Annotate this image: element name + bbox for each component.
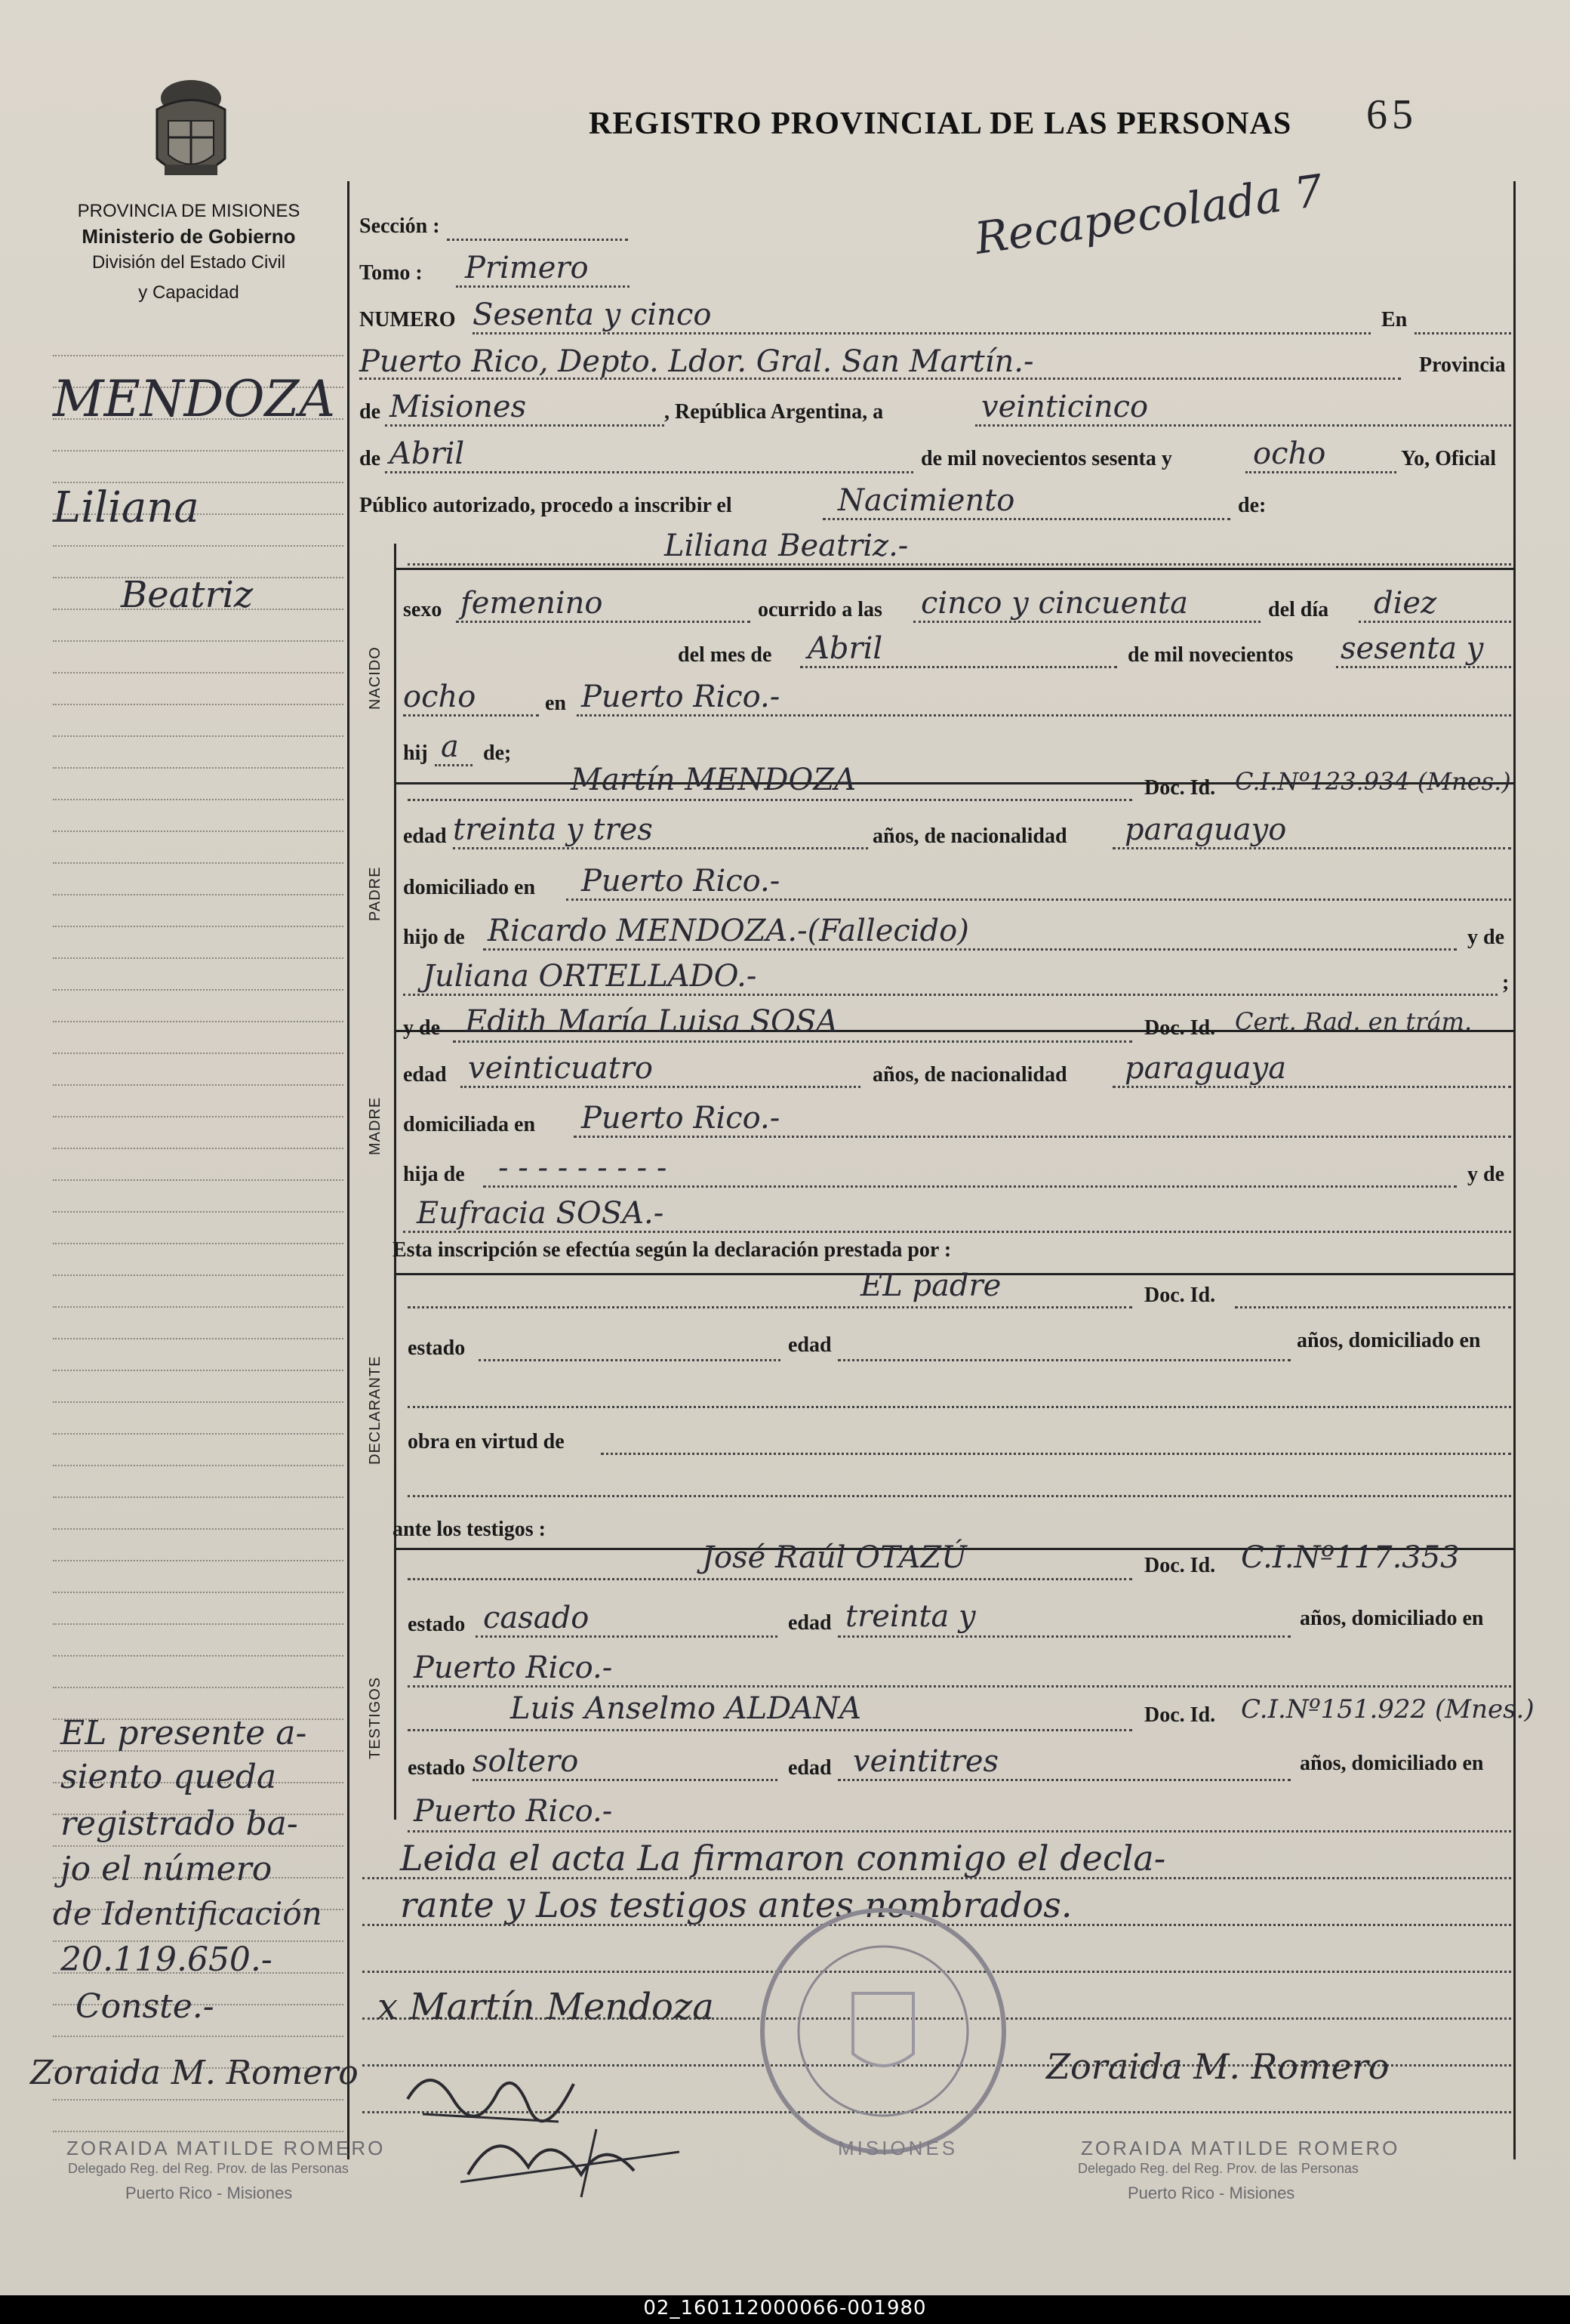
nacido-section-label: NACIDO [367,646,383,710]
ocurrido-label: ocurrido a las [758,598,882,621]
declarante-obra-label: obra en virtud de [408,1430,565,1453]
padre-yde-label: y de [1467,926,1504,949]
declarante-doc-label: Doc. Id. [1144,1284,1216,1307]
witness1-anios-label: años, domiciliado en [1300,1607,1484,1630]
witness1-estado-label: estado [408,1613,466,1636]
padre-doc-value: C.I.Nº123.934 (Mnes.) [1235,767,1511,796]
madre-yde-label: y de [403,1016,440,1040]
right-stamp-role: Delegado Reg. del Reg. Prov. de las Personas [1078,2161,1359,2176]
right-stamp-name: ZORAIDA MATILDE ROMERO [1081,2137,1400,2159]
margin-surname: MENDOZA [53,370,336,428]
margin-rule [347,181,349,2159]
de2-label: de: [1238,494,1267,517]
margin-note-line: EL presente a- [60,1714,307,1752]
margin-first-name: Liliana [53,483,199,532]
padre-dom-value: Puerto Rico.- [581,864,780,898]
sexo-value: femenino [460,586,603,621]
declarant-name: EL padre [860,1268,1002,1303]
day-value: veinticinco [981,390,1149,424]
year-value: ocho [1253,436,1326,471]
anio2-value: ocho [403,680,476,714]
witness1-edad-value: treinta y [845,1599,976,1634]
delmes-label: del mes de [678,643,772,667]
padre-edad-label: edad [403,824,447,848]
testigos-section-label: TESTIGOS [367,1676,383,1759]
madre-dom-value: Puerto Rico.- [581,1101,780,1136]
numero-label: NUMERO [359,308,456,331]
child-name: Liliana Beatriz.- [664,529,909,563]
office-division: División del Estado Civil [91,252,286,273]
witness-signature-2 [453,2107,694,2205]
republica-label: , República Argentina, a [664,400,884,424]
numero-value: Sesenta y cinco [473,297,712,332]
mes-value: Abril [808,631,883,666]
en-label: En [1381,308,1408,331]
witness1-doc-label: Doc. Id. [1144,1554,1216,1577]
madre-section-label: MADRE [367,1096,383,1155]
father-name: Martín MENDOZA [571,763,856,797]
office-ministry: Ministerio de Gobierno [82,225,296,248]
left-stamp-role: Delegado Reg. del Reg. Prov. de las Personas [68,2161,349,2176]
anio-value: sesenta y [1341,631,1484,666]
madre-yde2-label: y de [1467,1163,1504,1186]
madre-nac-label: años, de nacionalidad [873,1063,1067,1086]
page-number: 65 [1366,91,1418,138]
act-value: Nacimiento [838,483,1015,518]
tomo-label: Tomo : [359,261,423,285]
mil-label: de mil novecientos sesenta y [921,447,1172,470]
coat-of-arms-icon [142,76,240,189]
margin-note-line: jo el número [60,1850,272,1888]
nacido-top-rule [394,568,1513,570]
de-label-2: de [359,447,380,470]
padre-dom-label: domiciliado en [403,876,536,899]
deldia-label: del día [1268,598,1329,621]
witness1-edad-label: edad [788,1611,832,1635]
padre-section-label: PADRE [367,866,383,921]
office-province: PROVINCIA DE MISIONES [77,201,300,221]
closing-line-1: Leida el acta La firmaron conmigo el decla- [400,1838,1166,1879]
declarant-signature: x Martín Mendoza [377,1986,714,2028]
testigos-label: ante los testigos : [392,1518,546,1541]
witness1-estado-value: casado [483,1601,590,1635]
left-stamp-place: Puerto Rico - Misiones [125,2184,293,2202]
left-stamp-name: ZORAIDA MATILDE ROMERO [66,2137,386,2159]
right-stamp-place: Puerto Rico - Misiones [1128,2184,1295,2202]
milnov-label: de mil novecientos [1128,643,1294,667]
madre-edad-label: edad [403,1063,447,1086]
witness2-estado-label: estado [408,1756,466,1780]
declaracion-label: Esta inscripción se efectúa según la declaración prestada por : [392,1238,952,1262]
madre-nac-value: paraguaya [1125,1051,1287,1086]
dia-value: diez [1374,586,1437,621]
right-rule [1513,181,1516,2159]
section-rule [394,544,396,1820]
page-title: REGISTRO PROVINCIAL DE LAS PERSONAS [589,106,1292,141]
witness2-doc-label: Doc. Id. [1144,1703,1216,1727]
witness2-edad-value: veintitres [853,1744,999,1779]
witness1-doc-value: C.I.Nº117.353 [1241,1540,1460,1575]
mother-name: Edith María Luisa SOSA [465,1004,839,1039]
official-seal [755,1903,1011,2159]
hij-value: a [441,729,459,764]
padre-mother-value: Juliana ORTELLADO.- [423,959,757,994]
padre-edad-value: treinta y tres [453,812,653,847]
seccion-label: Sección : [359,214,440,238]
witness1-name: José Raúl OTAZÚ [702,1540,967,1575]
madre-doc-label: Doc. Id. [1144,1016,1216,1040]
witness2-doc-value: C.I.Nº151.922 (Mnes.) [1241,1694,1535,1725]
margin-note-line: de Identificación [53,1895,322,1932]
de-label: de [359,400,380,424]
officer-signature-right: Zoraida M. Romero [1046,2046,1390,2087]
padre-father-value: Ricardo MENDOZA.-(Fallecido) [488,914,969,948]
hora-value: cinco y cincuenta [921,586,1188,621]
witness2-dom-value: Puerto Rico.- [414,1794,613,1829]
declarante-estado-label: estado [408,1336,466,1360]
hij-label: hij [403,741,428,765]
lugar-value: Puerto Rico.- [581,680,780,714]
image-id-caption: 02_160112000066-001980 [643,2297,927,2319]
padre-nac-value: paraguayo [1125,812,1287,847]
margin-note-line: 20.119.650.- [60,1940,272,1979]
margin-second-name: Beatriz [121,574,254,616]
margin-note-line: siento queda [60,1758,277,1796]
margin-annotation: Recapecolada 7 [971,165,1326,264]
province-value: Misiones [389,390,527,424]
padre-hijo-label: hijo de [403,926,465,949]
publico-label: Público autorizado, procedo a inscribir el [359,494,732,517]
declarante-edad-label: edad [788,1333,832,1357]
declarante-section-label: DECLARANTE [367,1355,383,1465]
padre-nac-label: años, de nacionalidad [873,824,1067,848]
madre-hija-label: hija de [403,1163,465,1186]
tomo-value: Primero [465,251,589,285]
witness2-name: Luis Anselmo ALDANA [510,1691,862,1726]
month-value: Abril [389,436,465,471]
witness2-estado-value: soltero [473,1744,579,1779]
witness2-anios-label: años, domiciliado en [1300,1752,1484,1775]
margin-note-line: Conste.- [75,1987,214,2026]
sexo-label: sexo [403,598,442,621]
madre-doc-value: Cert. Rad. en trám. [1235,1007,1473,1036]
declarante-anios-label: años, domiciliado en [1297,1329,1481,1352]
officer-signature-left: Zoraida M. Romero [30,2054,359,2092]
witness2-edad-label: edad [788,1756,832,1780]
provincia-label: Provincia [1419,353,1506,377]
witness1-dom-value: Puerto Rico.- [414,1651,613,1685]
closing-line-2: rante y Los testigos antes nombrados. [400,1885,1073,1925]
place-value: Puerto Rico, Depto. Ldor. Gral. San Martín.- [359,344,1034,379]
madre-father-value: - - - - - - - - - [498,1151,667,1185]
en-label-nacido: en [545,692,566,715]
madre-dom-label: domiciliada en [403,1113,536,1136]
de-label-nacido: de; [483,741,512,765]
seal-text: MISIONES [838,2137,959,2159]
padre-doc-label: Doc. Id. [1144,776,1216,800]
madre-mother-value: Eufracia SOSA.- [417,1196,664,1231]
madre-edad-value: veinticuatro [468,1051,653,1086]
margin-note-line: registrado ba- [60,1805,298,1843]
yo-label: Yo, Oficial [1401,447,1496,470]
office-capacity: y Capacidad [138,282,239,303]
padre-semicolon: ; [1502,971,1510,994]
